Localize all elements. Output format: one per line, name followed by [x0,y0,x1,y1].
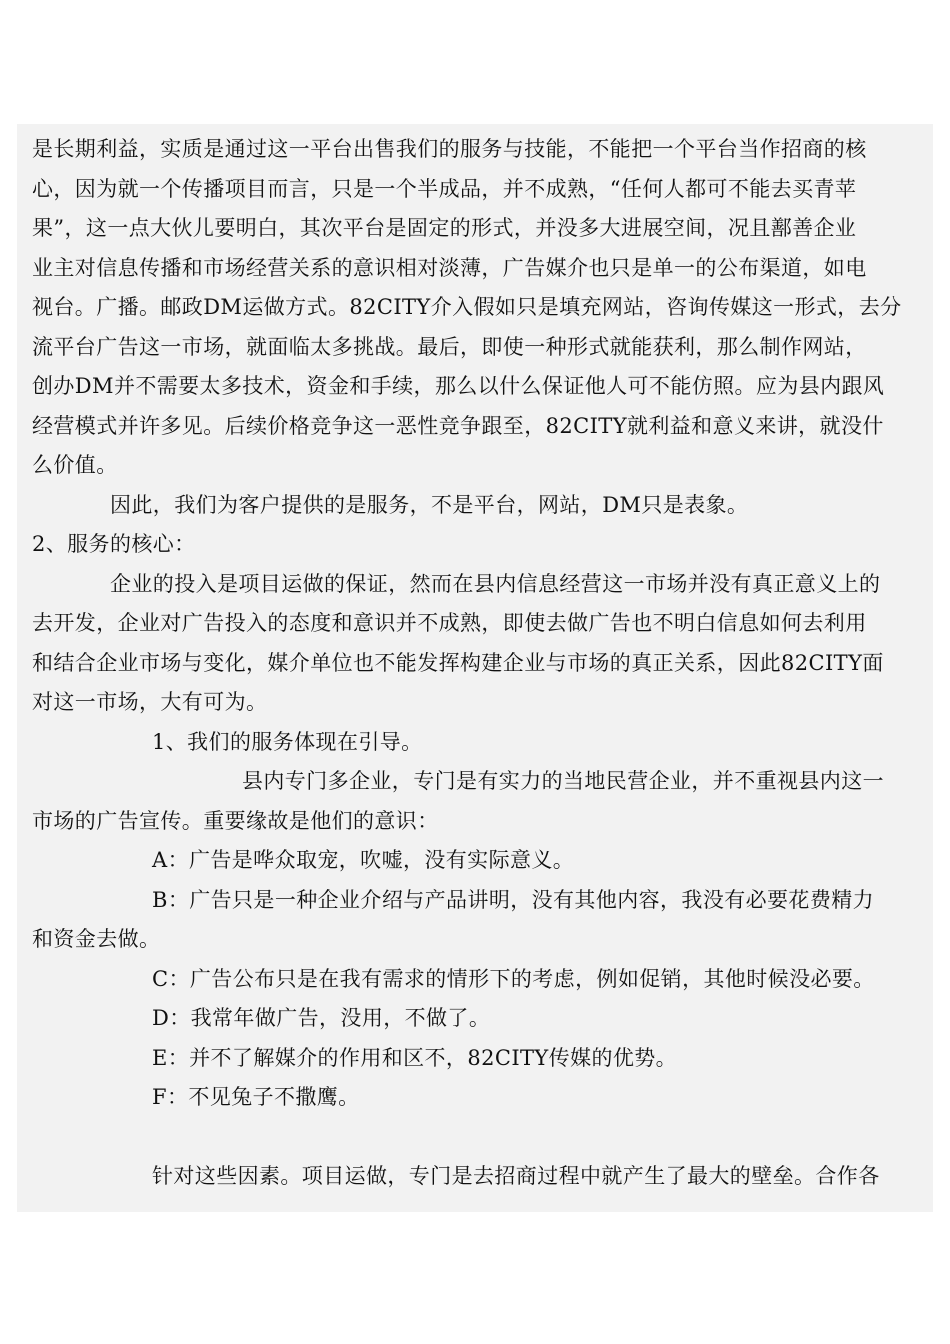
paragraph-start: 企业的投入是项目运做的保证，然而在县内信息经营这一市场并没有真正意义上的 [110,571,881,596]
blank-line [32,1118,917,1158]
paragraph-start: 因此，我们为客户提供的是服务，不是平台，网站，DM只是表象。 [110,492,749,517]
list-item: C：广告公布只是在我有需求的情形下的考虑，例如促销，其他时候没必要。 [152,966,875,991]
body-line: 经营模式并许多见。后续价格竞争这一恶性竞争跟至，82CITY就利益和意义来讲，就没什 [32,413,884,438]
list-item: F：不见兔子不撒鹰。 [152,1085,360,1109]
list-item: B：广告只是一种企业介绍与产品讲明，没有其他内容，我没有必要花费精力 [152,887,875,912]
document-body [32,130,917,1197]
body-line: 对这一市场，大有可为。 [32,690,268,714]
body-line: 是长期利益，实质是通过这一平台出售我们的服务与技能，不能把一个平台当作招商的核 [32,137,867,161]
list-item-continuation: 和资金去做。 [32,927,161,951]
body-line: 么价值。 [32,453,118,477]
list-item: D：我常年做广告，没用，不做了。 [152,1006,491,1030]
body-line: 市场的广告宣传。重要缘故是他们的意识： [32,808,439,833]
body-line: 果”，这一点大伙儿要明白，其次平台是固定的形式，并没多大进展空间，况且鄯善企业 [32,216,857,240]
paragraph-start: 针对这些因素。项目运做，专门是去招商过程中就产生了最大的壁垒。合作各 [152,1164,880,1188]
subsection-heading: 1、我们的服务体现在引导。 [152,729,423,754]
list-item: A：广告是哗众取宠，吹嘘，没有实际意义。 [152,848,575,872]
list-item: E：并不了解媒介的作用和区不，82CITY传媒的优势。 [152,1045,678,1070]
body-line: 流平台广告这一市场，就面临太多挑战。最后，即使一种形式就能获利，那么制作网站， [32,334,867,359]
body-line: 创办DM并不需要太多技术，资金和手续，那么以什么保证他人可不能仿照。应为县内跟风 [32,374,885,398]
section-heading: 2、服务的核心： [32,532,196,556]
body-line: 心，因为就一个传播项目而言，只是一个半成品，并不成熟，“任何人都可不能去买青苹 [32,176,857,201]
paragraph-start: 县内专门多企业，专门是有实力的当地民营企业，并不重视县内这一 [242,769,884,793]
body-line: 业主对信息传播和市场经营关系的意识相对淡薄，广告媒介也只是单一的公布渠道，如电 [32,255,867,280]
body-line: 视台。广播。邮政DM运做方式。82CITY介入假如只是填充网站，咨询传媒这一形式，去分 [32,295,902,319]
body-line: 和结合企业市场与变化，媒介单位也不能发挥构建企业与市场的真正关系，因此82CITY面 [32,650,884,675]
body-line: 去开发，企业对广告投入的态度和意识并不成熟，即使去做广告也不明白信息如何去利用 [32,611,867,635]
